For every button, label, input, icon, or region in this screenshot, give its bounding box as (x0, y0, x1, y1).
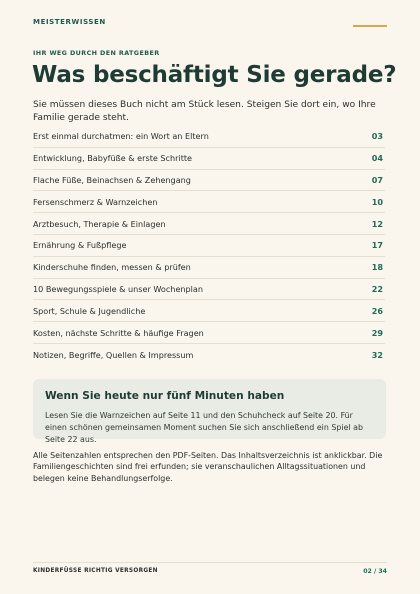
page-title: Was beschäftigt Sie gerade? (32, 62, 397, 88)
toc-entry[interactable] (33, 191, 385, 213)
toc-entry-label: Fersenschmerz & Warnzeichen (33, 196, 158, 207)
brand-label: MEISTERWISSEN (33, 18, 106, 26)
toc-entry-page: 17 (371, 240, 383, 251)
intro-text: Sie müssen dieses Buch nicht am Stück lesen. Steigen Sie dort ein, wo Ihre Familie gerade steht. (33, 100, 376, 123)
toc-entry-label: Flache Füße, Beinachsen & Zehengang (33, 174, 191, 185)
toc-entry-label: Entwicklung, Babyfüße & erste Schritte (33, 153, 193, 164)
footer-book-title: KINDERFÜSSE RICHTIG VERSORGEN (33, 568, 158, 574)
toc-entry-label: Sport, Schule & Jugendliche (33, 305, 146, 316)
toc-entry-label: 10 Bewegungsspiele & unser Wochenplan (33, 283, 204, 294)
section-kicker: IHR WEG DURCH DEN RATGEBER (33, 49, 160, 57)
footer-divider (33, 562, 387, 563)
footnote-text: Alle Seitenzahlen entsprechen den PDF-Seiten. Das Inhaltsverzeichnis ist anklickbar. Die Familiengeschichten sind frei erfunden; sie veranschaulichen Alltagssituationen und belegen keine Behandlungserfolge. (33, 451, 383, 483)
toc-entry[interactable] (33, 126, 385, 148)
toc-entry-label: Ernährung & Fußpflege (33, 240, 127, 251)
toc-entry-page: 22 (371, 283, 383, 294)
toc-entry[interactable] (33, 300, 385, 322)
toc-entry-page: 03 (371, 131, 383, 142)
toc-entry-label: Arztbesuch, Therapie & Einlagen (33, 218, 166, 229)
toc-entry-label: Kinderschuhe finden, messen & prüfen (33, 262, 191, 273)
toc-entry-page: 10 (371, 196, 383, 207)
toc-entry[interactable] (33, 148, 385, 170)
toc-entry[interactable] (33, 170, 385, 192)
callout-text: Lesen Sie die Warnzeichen auf Seite 11 und den Schuhcheck auf Seite 20. Für einen schönen gemeinsamen Moment suchen Sie sich anschließend ein Spiel ab Seite 22 aus. (45, 411, 363, 444)
toc-entry[interactable] (33, 344, 385, 366)
toc-entry[interactable] (33, 257, 385, 279)
toc-entry-page: 04 (371, 153, 383, 164)
quick-tip-callout (33, 379, 386, 444)
toc-entry-page: 26 (371, 305, 383, 316)
toc-entry-page: 29 (371, 327, 383, 338)
toc-entry-label: Notizen, Begriffe, Quellen & Impressum (33, 349, 194, 360)
toc-entry-page: 18 (371, 262, 383, 273)
toc-entry-page: 32 (371, 349, 383, 360)
header-accent-rule (353, 25, 387, 27)
toc-entry-label: Kosten, nächste Schritte & häufige Fragen (33, 327, 204, 338)
toc-entry-page: 12 (371, 218, 383, 229)
toc-entry[interactable] (33, 322, 385, 344)
toc-entry[interactable] (33, 235, 385, 257)
toc-entry[interactable] (33, 213, 385, 235)
toc-entry-label: Erst einmal durchatmen: ein Wort an Eltern (33, 131, 209, 142)
toc-entry-page: 07 (371, 174, 383, 185)
footer-page-number: 02 / 34 (363, 568, 387, 575)
toc-entry[interactable] (33, 279, 385, 301)
callout-title: Wenn Sie heute nur fünf Minuten haben (45, 390, 285, 402)
table-of-contents (33, 126, 385, 366)
